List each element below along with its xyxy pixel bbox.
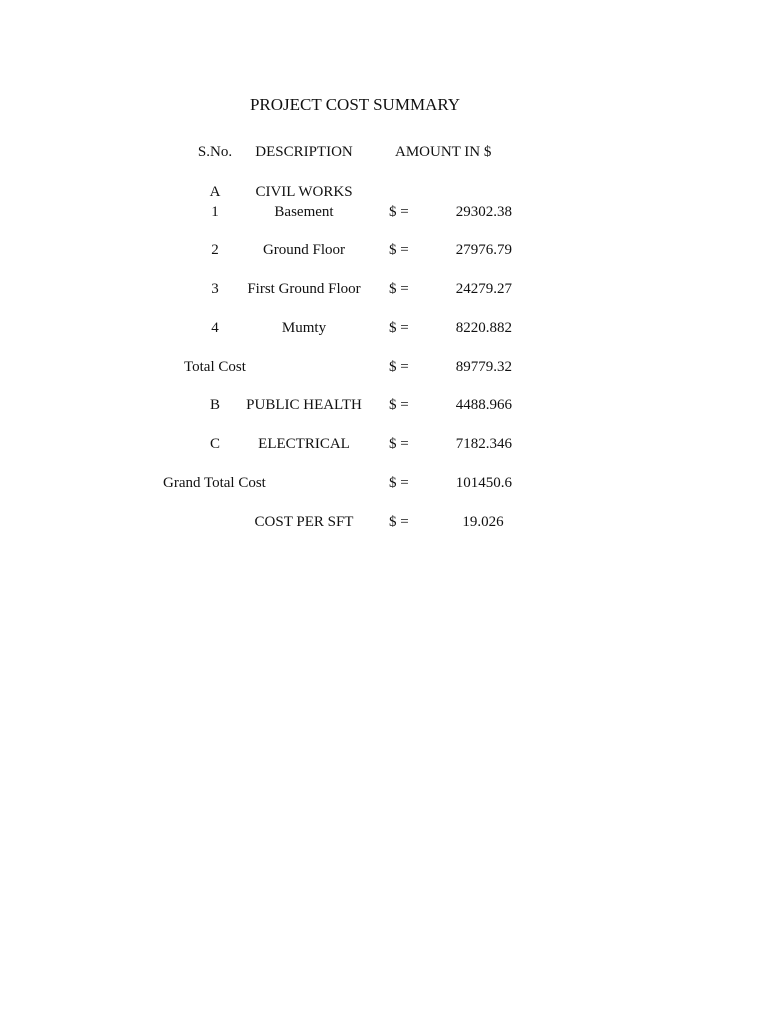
section-b-amount: 4488.966 <box>455 397 512 413</box>
item-1-description: Basement <box>274 204 334 220</box>
item-4-sno: 4 <box>211 320 219 336</box>
cost-per-sft-currency: $ = <box>389 514 409 530</box>
item-1-currency: $ = <box>389 204 409 220</box>
item-3-amount: 24279.27 <box>455 281 512 297</box>
section-b-sno: B <box>209 397 220 413</box>
total-cost-label: Total Cost <box>184 359 246 375</box>
section-a-label: CIVIL WORKS <box>255 184 353 200</box>
item-1-amount: 29302.38 <box>455 204 512 220</box>
cost-per-sft-label: COST PER SFT <box>254 514 354 530</box>
item-2-description: Ground Floor <box>262 242 346 258</box>
item-2-sno: 2 <box>211 242 219 258</box>
section-c-amount: 7182.346 <box>455 436 512 452</box>
section-c-label: ELECTRICAL <box>258 436 350 452</box>
grand-total-amount: 101450.6 <box>455 475 512 491</box>
cost-per-sft-amount: 19.026 <box>462 514 504 530</box>
item-4-currency: $ = <box>389 320 409 336</box>
header-amount: AMOUNT IN $ <box>395 144 492 160</box>
item-2-currency: $ = <box>389 242 409 258</box>
total-cost-currency: $ = <box>389 359 409 375</box>
section-c-sno: C <box>209 436 220 452</box>
item-1-sno: 1 <box>211 204 219 220</box>
item-3-currency: $ = <box>389 281 409 297</box>
item-4-amount: 8220.882 <box>455 320 512 336</box>
grand-total-currency: $ = <box>389 475 409 491</box>
grand-total-label: Grand Total Cost <box>163 475 266 491</box>
section-b-label: PUBLIC HEALTH <box>246 397 362 413</box>
item-4-description: Mumty <box>281 320 327 336</box>
item-3-description: First Ground Floor <box>247 281 361 297</box>
item-3-sno: 3 <box>211 281 219 297</box>
document-title: PROJECT COST SUMMARY <box>249 95 461 114</box>
section-a-sno: A <box>209 184 221 200</box>
header-sno: S.No. <box>197 144 233 160</box>
section-c-currency: $ = <box>389 436 409 452</box>
item-2-amount: 27976.79 <box>455 242 512 258</box>
total-cost-amount: 89779.32 <box>455 359 512 375</box>
header-description: DESCRIPTION <box>255 144 353 160</box>
section-b-currency: $ = <box>389 397 409 413</box>
